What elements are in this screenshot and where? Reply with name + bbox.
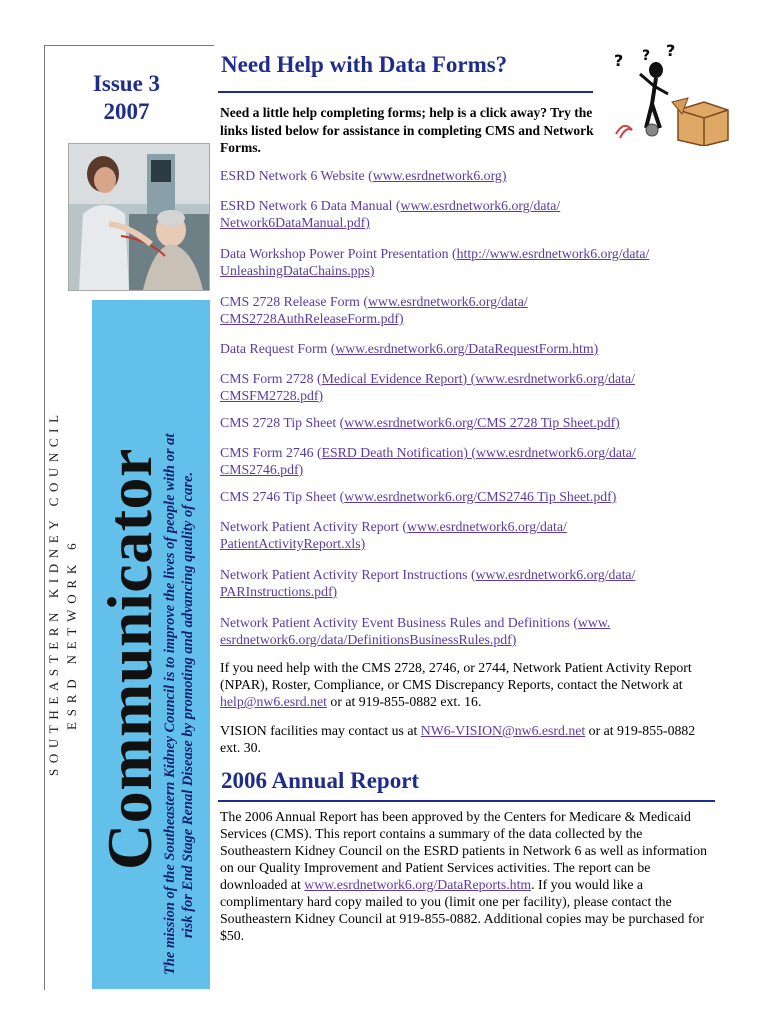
council-name: SOUTHEASTERN KIDNEY COUNCIL [46,409,61,776]
network-name: ESRD NETWORK 6 [64,537,79,730]
form-link-line[interactable]: Network Patient Activity Report Instructions (www.esrdnetwork6.org/data/ [220,567,636,582]
data-reports-link[interactable]: www.esrdnetwork6.org/DataReports.htm [304,877,532,892]
form-link-line[interactable]: CMS 2728 Release Form (www.esrdnetwork6.org/data/ [220,294,528,309]
form-link-item[interactable] [220,293,700,327]
form-link-line-2[interactable]: PARInstructions.pdf) [220,584,338,599]
contact-text-end: or at 919-855-0882 ext. 16. [326,694,482,709]
mission-line-2: risk for End Stage Renal Disease by promoting and advancing quality of care. [180,471,196,938]
form-link-item[interactable] [220,444,700,478]
data-forms-intro: Need a little help completing forms; help is a click away? Try the links listed below for assistance in completing CMS and Network Forms. [220,105,594,155]
form-link-item[interactable] [220,566,700,600]
nurse-patient-image [69,144,209,290]
form-link-line[interactable]: Network Patient Activity Report (www.esrdnetwork6.org/data/ [220,519,567,534]
form-link-line[interactable]: CMS Form 2746 (ESRD Death Notification) (www.esrdnetwork6.org/data/ [220,445,636,460]
annual-report-paragraph [220,808,710,944]
svg-text:?: ? [642,48,651,64]
vision-paragraph [220,722,710,756]
svg-text:?: ? [614,51,624,70]
issue-label [45,70,208,126]
vision-text-end: or at 919-855-0882 ext. 30. [220,723,696,755]
help-email-link[interactable]: help@nw6.esrd.net [220,694,327,709]
confused-person-clipart-icon [612,44,732,146]
form-link-line[interactable]: ESRD Network 6 Data Manual (www.esrdnetwork6.org/data/ [220,198,561,213]
issue-number: Issue 3 [92,71,161,96]
form-link-line-2[interactable]: CMS2728AuthReleaseForm.pdf) [220,311,404,326]
form-link-line[interactable]: CMS Form 2728 (Medical Evidence Report) (www.esrdnetwork6.org/data/ [220,371,635,386]
issue-year: 2007 [103,99,150,124]
annual-text-end: . If you would like a complimentary hard copy mailed to you (limit one per facility), please contact the Southeastern Kidney Council at 919-855-0882. Additional copies may be purchased for $50. [220,877,704,943]
form-link-item[interactable] [220,614,700,648]
masthead-title: Communicator [94,448,165,870]
form-link-line-2[interactable]: Network6DataManual.pdf) [220,215,370,230]
contact-paragraph [220,659,710,710]
form-link-item[interactable] [220,518,700,552]
svg-text:?: ? [666,44,676,60]
annual-heading-rule [218,800,715,802]
form-link-line-2[interactable]: CMS2746.pdf) [220,462,304,477]
heading-rule [218,91,593,93]
vision-text: VISION facilities may contact us at [220,723,421,738]
annual-text: The 2006 Annual Report has been approved by the Centers for Medicare & Medicaid Services (CMS). This report contains a summary of the data collected by the Southeastern Kidney Council on the ESRD patients in Network 6 as well as information on our Quality Improvement and Patient Services activities. The report can be downloaded at [220,809,708,892]
form-link-item[interactable] [220,370,700,404]
form-link-item[interactable] [220,414,700,431]
form-link-line[interactable]: Network Patient Activity Event Business Rules and Definitions (www. [220,615,611,630]
form-link-line[interactable]: CMS 2746 Tip Sheet (www.esrdnetwork6.org/CMS2746 Tip Sheet.pdf) [220,489,617,504]
annual-report-heading: 2006 Annual Report [221,768,420,793]
contact-text: If you need help with the CMS 2728, 2746, or 2744, Network Patient Activity Report (NPAR), Roster, Compliance, or CMS Discrepancy Reports, contact the Network at [220,660,692,692]
form-link-line-2[interactable]: CMSFM2728.pdf) [220,388,324,403]
vision-email-link[interactable]: NW6-VISION@nw6.esrd.net [420,723,586,738]
form-link-item[interactable] [220,245,700,279]
form-link-item[interactable] [220,488,700,505]
form-link-item[interactable] [220,340,700,357]
form-link-item[interactable] [220,197,700,231]
dialysis-photo [68,143,210,291]
form-link-line[interactable]: CMS 2728 Tip Sheet (www.esrdnetwork6.org/CMS 2728 Tip Sheet.pdf) [220,415,620,430]
form-link-line-2[interactable]: UnleashingDataChains.pps) [220,263,375,278]
mission-line-1: The mission of the Southeastern Kidney Council is to improve the lives of people with or at [162,433,178,975]
form-link-line[interactable]: Data Request Form (www.esrdnetwork6.org/DataRequestForm.htm) [220,341,599,356]
data-forms-heading: Need Help with Data Forms? [221,52,508,77]
form-link-line[interactable]: ESRD Network 6 Website (www.esrdnetwork6.org) [220,168,507,183]
form-link-line-2[interactable]: PatientActivityReport.xls) [220,536,366,551]
form-link-line[interactable]: Data Workshop Power Point Presentation (http://www.esrdnetwork6.org/data/ [220,246,650,261]
form-link-item[interactable] [220,167,700,184]
form-link-line-2[interactable]: esrdnetwork6.org/data/DefinitionsBusinessRules.pdf) [220,632,517,647]
